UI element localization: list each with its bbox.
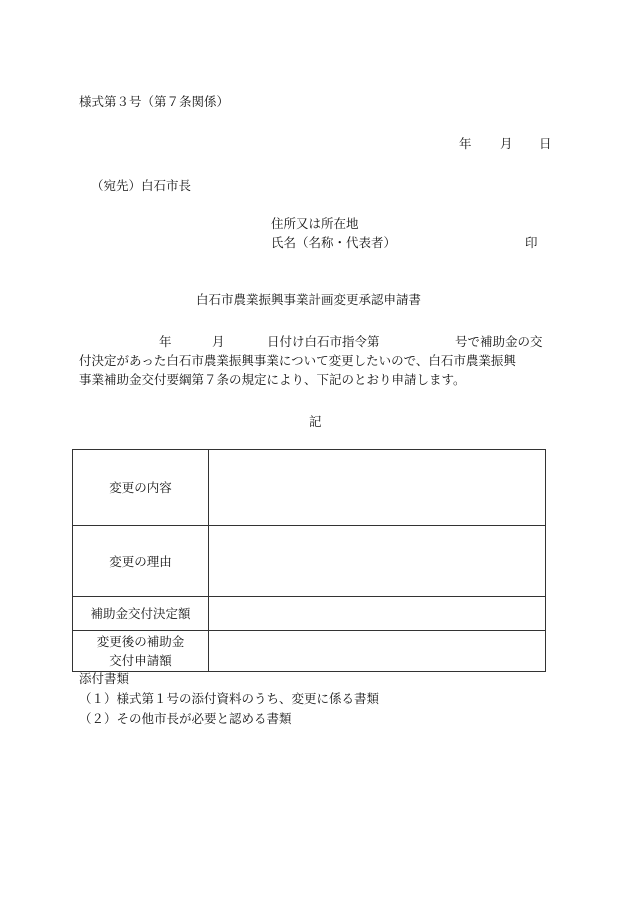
address-label: 住所又は所在地 bbox=[271, 216, 359, 231]
row-label-revised-amount-line1: 変更後の補助金 bbox=[96, 634, 185, 649]
date-month: 月 bbox=[500, 136, 513, 151]
row-label-decided-amount: 補助金交付決定額 bbox=[73, 597, 209, 631]
table-row bbox=[73, 597, 546, 631]
table-row bbox=[73, 450, 546, 526]
attachments-heading: 添付書類 bbox=[79, 671, 130, 686]
seal-mark: 印 bbox=[525, 235, 538, 250]
body-line-1 bbox=[79, 332, 549, 351]
body-line-1-tail: 号で補助金の交 bbox=[455, 334, 543, 349]
name-label: 氏名（名称・代表者） bbox=[271, 235, 397, 250]
date-year: 年 bbox=[459, 136, 472, 151]
note-heading: 記 bbox=[309, 414, 322, 429]
addressee: （宛先）白石市長 bbox=[91, 178, 192, 193]
row-value-change-content[interactable] bbox=[209, 450, 546, 526]
body-year: 年 bbox=[159, 334, 172, 349]
table-row bbox=[73, 526, 546, 597]
row-label-revised-amount-line2: 交付申請額 bbox=[109, 653, 172, 668]
row-value-change-reason[interactable] bbox=[209, 526, 546, 597]
row-label-change-reason: 変更の理由 bbox=[73, 526, 209, 597]
table-row bbox=[73, 631, 546, 672]
body-line-3: 事業補助金交付要綱第７条の規定により、下記のとおり申請します。 bbox=[79, 372, 466, 387]
form-number: 様式第３号（第７条関係） bbox=[79, 94, 230, 109]
body-line-2: 付決定があった白石市農業振興事業について変更したいので、白石市農業振興 bbox=[79, 353, 516, 368]
row-value-decided-amount[interactable] bbox=[209, 597, 546, 631]
document-title: 白石市農業振興事業計画変更承認申請書 bbox=[196, 292, 422, 307]
application-table bbox=[72, 449, 546, 672]
row-label-revised-amount bbox=[73, 631, 209, 672]
attachment-item: （１）様式第１号の添付資料のうち、変更に係る書類 bbox=[79, 691, 380, 706]
attachment-item: （２）その他市長が必要と認める書類 bbox=[79, 711, 292, 726]
body-paragraph bbox=[79, 332, 549, 389]
row-value-revised-amount[interactable] bbox=[209, 631, 546, 672]
body-date-suffix: 日付け白石市指令第 bbox=[267, 334, 380, 349]
row-label-change-content: 変更の内容 bbox=[73, 450, 209, 526]
date-day: 日 bbox=[539, 136, 552, 151]
body-month: 月 bbox=[212, 334, 225, 349]
